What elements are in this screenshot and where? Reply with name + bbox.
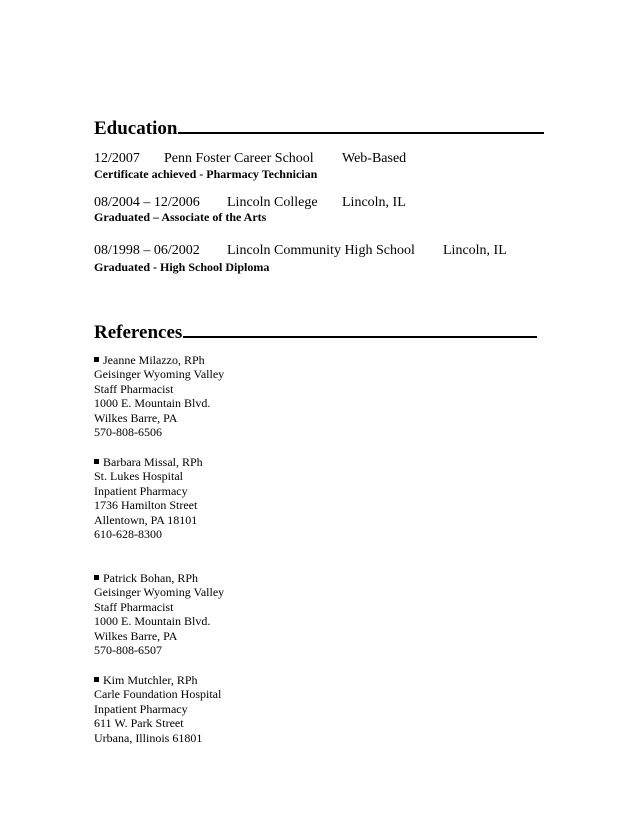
education-dates: 08/1998 – 06/2002: [94, 243, 200, 258]
bullet-icon: [94, 575, 99, 580]
reference-name: Patrick Bohan, RPh: [103, 571, 198, 585]
reference-line: Allentown, PA 18101: [94, 512, 198, 527]
reference-line: Geisinger Wyoming Valley: [94, 585, 225, 600]
reference-line: Inpatient Pharmacy: [94, 483, 188, 498]
bullet-icon: [94, 459, 99, 464]
reference-item: [94, 353, 224, 439]
reference-line: 1000 E. Mountain Blvd.: [94, 614, 211, 629]
reference-item: [94, 455, 203, 541]
education-note: Graduated - High School Diploma: [94, 260, 270, 274]
reference-line: 570-808-6506: [94, 425, 162, 440]
references-heading-text: References: [94, 322, 183, 343]
education-location: Web-Based: [342, 151, 407, 166]
reference-line: 570-808-6507: [94, 643, 162, 658]
reference-line: 611 W. Park Street: [94, 716, 184, 731]
references-heading: [94, 318, 537, 344]
education-note: Certificate achieved - Pharmacy Technician: [94, 167, 318, 181]
education-note: Graduated – Associate of the Arts: [94, 210, 267, 224]
education-heading: [94, 114, 544, 140]
references-heading-rule: [183, 318, 537, 338]
bullet-icon: [94, 357, 99, 362]
education-heading-rule: [178, 114, 544, 134]
education-location: Lincoln, IL: [443, 243, 507, 258]
reference-line: Wilkes Barre, PA: [94, 410, 178, 425]
reference-line: Staff Pharmacist: [94, 599, 174, 614]
reference-name: Barbara Missal, RPh: [103, 455, 203, 469]
reference-line: 1736 Hamilton Street: [94, 498, 198, 513]
reference-item: [94, 673, 221, 745]
education-dates: 12/2007: [94, 151, 140, 166]
reference-line: Urbana, Illinois 61801: [94, 730, 203, 745]
reference-line: 1000 E. Mountain Blvd.: [94, 396, 211, 411]
reference-name: Kim Mutchler, RPh: [103, 673, 198, 687]
reference-item: [94, 571, 224, 657]
reference-line: Geisinger Wyoming Valley: [94, 367, 225, 382]
education-school: Lincoln College: [227, 195, 318, 210]
education-school: Penn Foster Career School: [164, 151, 314, 166]
reference-name: Jeanne Milazzo, RPh: [103, 353, 205, 367]
education-dates: 08/2004 – 12/2006: [94, 195, 200, 210]
education-location: Lincoln, IL: [342, 195, 406, 210]
bullet-icon: [94, 677, 99, 682]
education-school: Lincoln Community High School: [227, 243, 415, 258]
reference-line: Wilkes Barre, PA: [94, 628, 178, 643]
education-heading-text: Education: [94, 118, 178, 139]
reference-line: 610-628-8300: [94, 527, 162, 542]
reference-line: Carle Foundation Hospital: [94, 687, 222, 702]
reference-line: St. Lukes Hospital: [94, 469, 183, 484]
reference-line: Staff Pharmacist: [94, 381, 174, 396]
reference-line: Inpatient Pharmacy: [94, 701, 188, 716]
